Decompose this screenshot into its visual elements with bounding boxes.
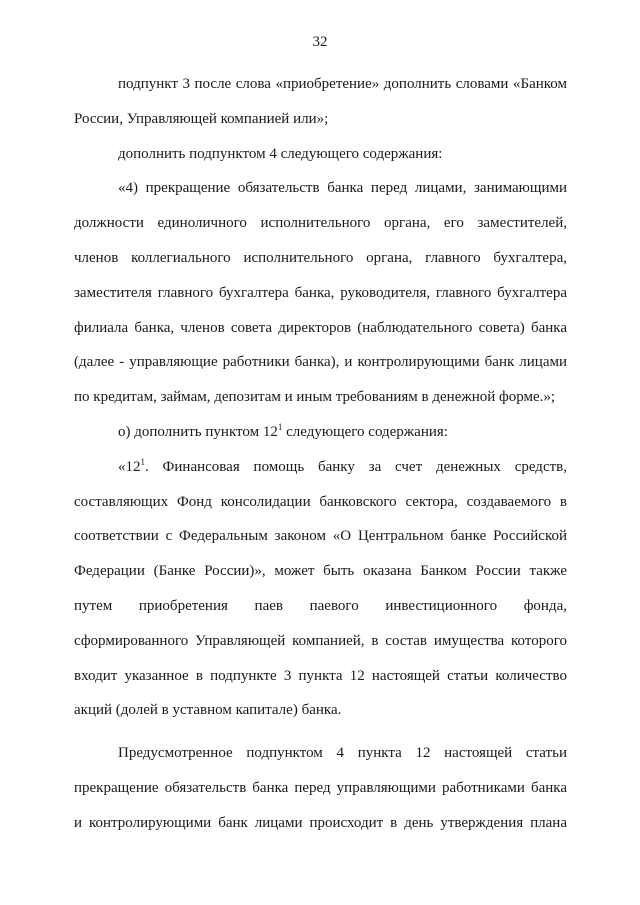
paragraph-add-subpoint-4 [74,144,567,179]
text-line: путем приобретения паев паевого инвестиционного фонда, [74,597,567,614]
text-fragment: . Финансовая помощь банку за счет денежных средств, [145,458,567,475]
text-line: членов коллегиального исполнительного органа, главного бухгалтера, [74,249,567,266]
text-line: акций (долей в уставном капитале) банка. [74,702,342,719]
text-line: подпункт 3 после слова «приобретение» дополнить словами «Банком [118,76,567,92]
document-body [74,74,567,848]
paragraph-termination-of-obligations [74,743,567,847]
text-line: Предусмотренное подпунктом 4 пункта 12 настоящей статьи [118,745,567,762]
paragraph-gap [74,735,567,743]
text-line: прекращение обязательств банка перед управляющими работниками банка [74,779,567,796]
text-line: и контролирующими банк лицами происходит в день утверждения плана [74,814,567,831]
superscript: 1 [140,456,145,467]
text-line: заместителя главного бухгалтера банка, руководителя, главного бухгалтера [74,284,567,301]
text-line: филиала банка, членов совета директоров (наблюдательного совета) банка [74,319,567,336]
paragraph-subpoint-3-amendment [74,74,567,144]
paragraph-add-point-12-1 [74,422,567,457]
text-line: составляющих Фонд консолидации банковского сектора, создаваемого в [74,493,567,510]
superscript: 1 [277,421,283,432]
text-line: дополнить подпунктом 4 следующего содержания: [118,145,443,162]
paragraph-point-12-1-text [74,457,567,735]
text-line: России, Управляющей компанией или»; [74,110,329,127]
text-fragment: «12 [118,458,141,475]
page-number: 32 [312,34,328,50]
text-fragment: о) дополнить пунктом 12 [118,423,278,440]
text-line: должности единоличного исполнительного органа, его заместителей, [74,215,567,232]
text-line: сформированного Управляющей компанией, в состав имущества которого [74,632,567,649]
text-line: входит указанное в подпункте 3 пункта 12 настоящей статьи количество [74,667,567,684]
text-line: соответствии с Федеральным законом «О Центральном банке Российской [74,528,567,545]
text-line: по кредитам, займам, депозитам и иным требованиям в денежной форме.»; [74,389,556,406]
text-line: Федерации (Банке России)», может быть оказана Банком России также [74,563,567,580]
text-fragment: следующего содержания: [282,423,448,440]
text-line: (далее - управляющие работники банка), и контролирующими банк лицами [74,354,567,371]
text-line: «4) прекращение обязательств банка перед лицами, занимающими [118,180,567,197]
text-line [74,422,567,457]
paragraph-subpoint-4-text [74,178,567,422]
text-line [74,457,567,492]
